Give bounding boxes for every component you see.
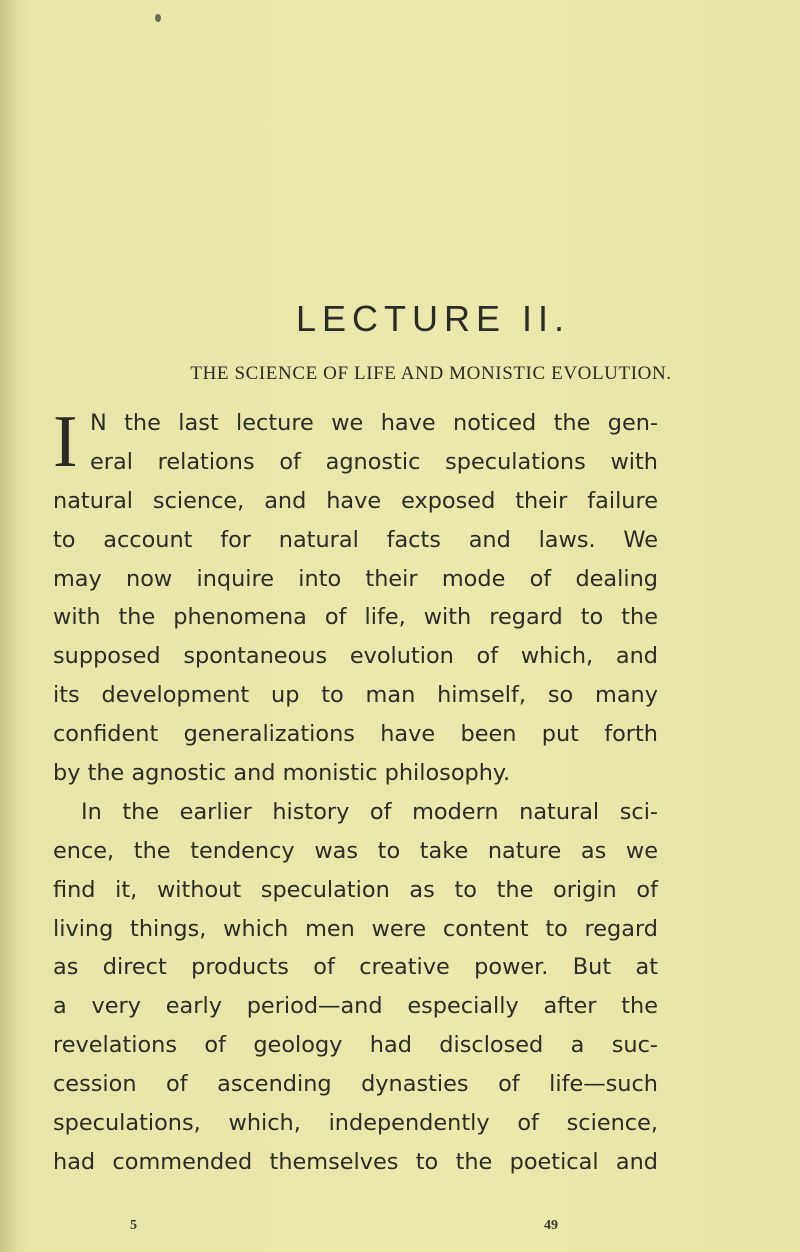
drop-cap: I [53, 401, 78, 483]
text-line: confident generalizations have been put forth [53, 721, 658, 748]
text-line: supposed spontaneous evolution of which, and [53, 643, 658, 670]
body-text [53, 401, 658, 1182]
text-line: to account for natural facts and laws. We [53, 526, 658, 553]
text-line: living things, which men were content to regard [53, 915, 658, 942]
signature-mark: 5 [130, 1218, 137, 1233]
text-line: ence, the tendency was to take nature as we [53, 837, 658, 864]
text-line: eral relations of agnostic speculations with [90, 448, 658, 475]
text-line: revelations of geology had disclosed a suc- [53, 1032, 658, 1059]
text-line: may now inquire into their mode of dealing [53, 565, 658, 592]
text-line: N the last lecture we have noticed the gen- [90, 410, 658, 436]
text-line: by the agnostic and monistic philosophy. [53, 760, 511, 787]
lecture-heading: LECTURE II. [295, 298, 571, 339]
page-number: 49 [544, 1218, 558, 1233]
ink-speck [155, 14, 161, 22]
text-line: cession of ascending dynasties of life—such [53, 1071, 658, 1098]
text-line: with the phenomena of life, with regard to the [53, 604, 658, 631]
text-line: its development up to man himself, so many [53, 682, 658, 709]
text-line: speculations, which, independently of science, [53, 1110, 658, 1137]
text-line: had commended themselves to the poetical and [53, 1148, 658, 1175]
page-edge-shadow [0, 0, 16, 1252]
text-line: as direct products of creative power. But at [53, 954, 658, 981]
chapter-title: THE SCIENCE OF LIFE AND MONISTIC EVOLUTION. [190, 363, 672, 384]
text-line: a very early period—and especially after the [53, 993, 658, 1020]
text-line: find it, without speculation as to the origin of [53, 876, 658, 903]
text-line: natural science, and have exposed their failure [53, 487, 658, 514]
text-line: In the earlier history of modern natural sci- [81, 798, 658, 825]
